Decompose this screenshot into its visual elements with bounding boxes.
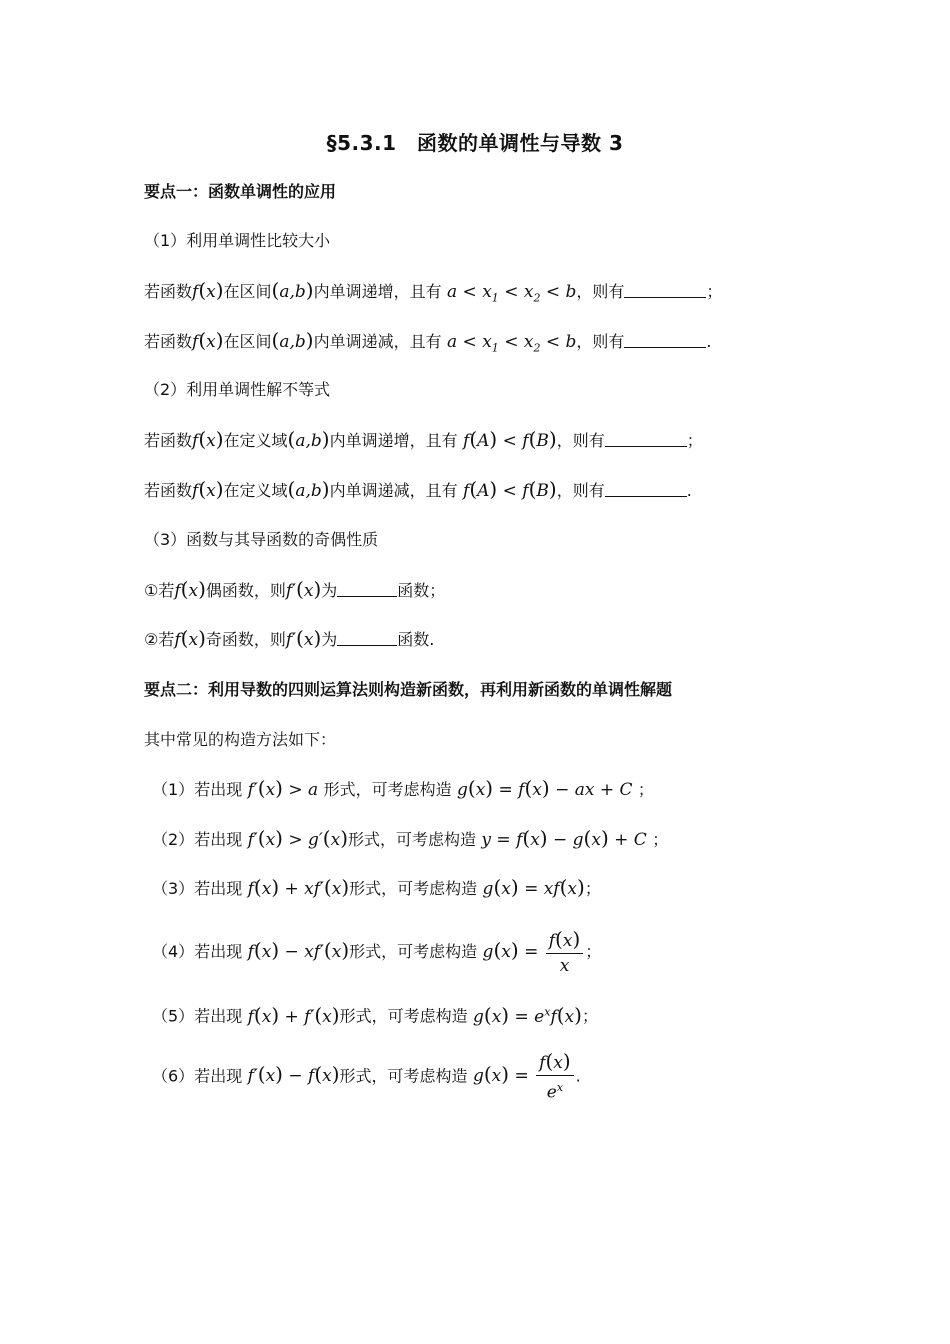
math-order: $a < x_1 < x_2 < b$: [441, 332, 577, 355]
answer-blank: [605, 480, 687, 497]
fraction: $\frac{f(x)}{x}$: [546, 928, 584, 977]
subheading-inequality: （2）利用单调性解不等式: [144, 380, 331, 399]
answer-blank: [624, 331, 706, 348]
answer-blank: [605, 430, 687, 447]
math-fa-fb: f(A) < f(B): [457, 427, 557, 451]
math-fx: f(x): [192, 427, 224, 451]
fraction: $\frac{f(x)}{e^x}$: [536, 1050, 574, 1104]
math-order: $a < x_1 < x_2 < b$: [441, 282, 577, 305]
section-heading-2: 要点二：利用导数的四则运算法则构造新函数，再利用新函数的单调性解题: [144, 680, 673, 699]
math-fpx: f′(x): [285, 577, 322, 601]
math-fx: f(x): [192, 328, 224, 352]
answer-blank: [624, 281, 706, 298]
math-interval: (a,b): [271, 328, 314, 352]
math-interval: (a,b): [287, 427, 330, 451]
list-item: （3）若出现 f(x) + xf′(x)形式，可考虑构造 g(x) = xf(x)；: [152, 875, 601, 899]
statement-decreasing: 若函数f(x)在区间(a,b)内单调递减，且有 $a < x_1 < x_2 < b$，则有 .: [144, 328, 712, 355]
math-fx: f(x): [174, 626, 206, 650]
statement-ineq-increasing: 若函数f(x)在定义域(a,b)内单调递增，且有 f(A) < f(B)，则有 ；: [144, 427, 703, 451]
statement-even: ①若f(x)偶函数，则f′(x)为 函数；: [144, 577, 446, 601]
list-item: （6）若出现 f′(x) − f(x)形式，可考虑构造 g(x) = $\frac{f(x)}{e^x}$ .: [152, 1049, 581, 1103]
subheading-compare: （1）利用单调性比较大小: [144, 231, 331, 250]
answer-blank: [337, 629, 397, 646]
math-fpx: f′(x): [285, 626, 322, 650]
list-item: （2）若出现 f′(x) > g′(x)形式，可考虑构造 y = f(x) − g(x) + C ；: [152, 826, 669, 850]
statement-ineq-decreasing: 若函数f(x)在定义域(a,b)内单调递减，且有 f(A) < f(B)，则有 .: [144, 477, 692, 501]
list-item: （5）若出现 f(x) + f′(x)形式，可考虑构造 $g(x) = e^xf(x)$；: [152, 1002, 598, 1027]
subheading-parity: （3）函数与其导函数的奇偶性质: [144, 530, 379, 549]
statement-odd: ②若f(x)奇函数，则f′(x)为 函数.: [144, 626, 435, 650]
section-heading-1: 要点一：函数单调性的应用: [144, 182, 337, 201]
page-title: §5.3.1 函数的单调性与导数 3: [326, 131, 624, 155]
answer-blank: [337, 580, 397, 597]
math-fx: f(x): [174, 577, 206, 601]
math-fx: f(x): [192, 278, 224, 302]
math-fa-fb: f(A) < f(B): [457, 477, 557, 501]
statement-increasing: 若函数f(x)在区间(a,b)内单调递增，且有 $a < x_1 < x_2 < b$，则有 ；: [144, 278, 723, 305]
math-fx: f(x): [192, 477, 224, 501]
intro-text: 其中常见的构造方法如下：: [144, 730, 337, 749]
list-item: （4）若出现 f(x) − xf′(x)形式，可考虑构造 g(x) = $\frac{f(x)}{x}$ ；: [152, 927, 602, 976]
list-item: （1）若出现 f′(x) > a 形式，可考虑构造 g(x) = f(x) − ax + C ；: [152, 776, 654, 800]
math-interval: (a,b): [271, 278, 314, 302]
math-interval: (a,b): [287, 477, 330, 501]
